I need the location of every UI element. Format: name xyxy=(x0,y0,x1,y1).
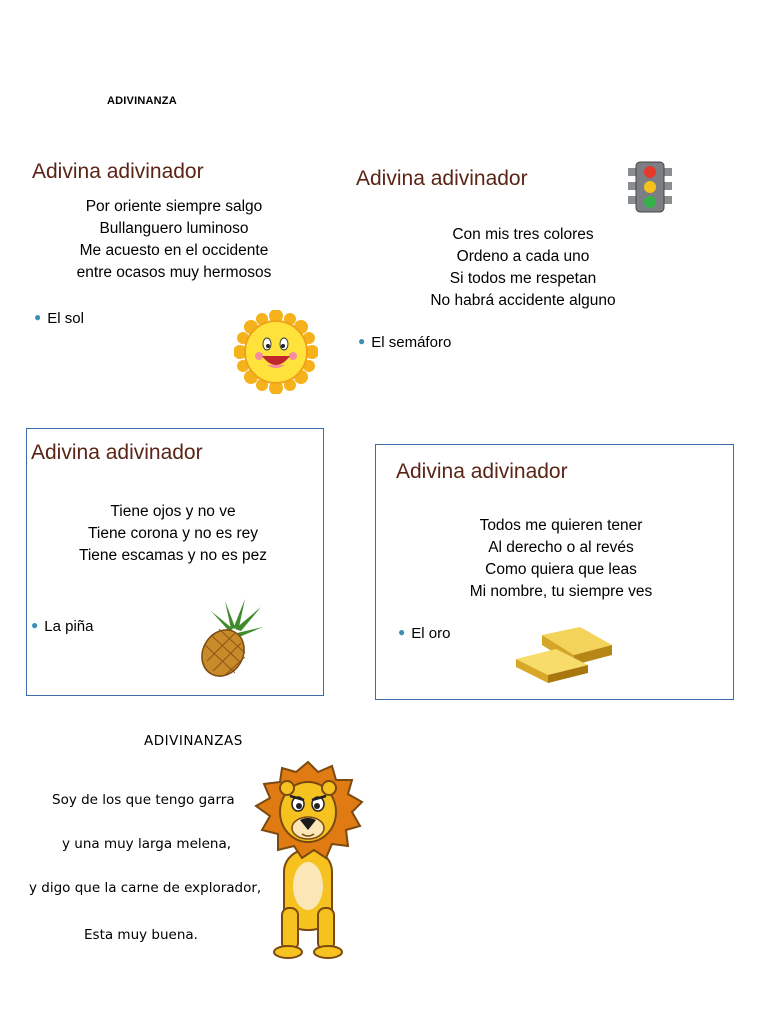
riddle-card-gold xyxy=(375,444,734,700)
verse-line: Como quiera que leas xyxy=(485,561,637,578)
bullet-icon: ● xyxy=(34,310,42,324)
riddle-verse xyxy=(436,515,686,603)
verse-line: Tiene escamas y no es pez xyxy=(78,547,268,564)
riddle-answer xyxy=(398,625,450,642)
answer-text: La piña xyxy=(44,618,94,635)
riddle-card-pineapple xyxy=(26,428,324,696)
bullet-icon: ● xyxy=(358,334,366,348)
card-title: Adivina adivinador xyxy=(396,460,568,483)
riddle-verse xyxy=(57,501,289,567)
riddle-answer xyxy=(358,334,451,351)
answer-text: El sol xyxy=(47,310,84,327)
riddle-verse xyxy=(388,224,658,312)
riddle-answer xyxy=(31,618,93,635)
verse-line: Por oriente siempre salgo xyxy=(85,198,263,215)
answer-text: El semáforo xyxy=(371,334,452,351)
riddle-card-traffic-light xyxy=(348,155,678,375)
card-title: Adivina adivinador xyxy=(32,160,204,183)
verse-line: Al derecho o al revés xyxy=(488,539,634,556)
riddle-verse xyxy=(54,196,294,284)
verse-line: Ordeno a cada uno xyxy=(456,248,590,265)
bullet-icon: ● xyxy=(31,618,39,632)
sun-icon xyxy=(234,310,318,394)
page-heading: ADIVINANZA xyxy=(107,95,177,107)
lion-icon xyxy=(252,758,364,960)
verse-line: Tiene ojos y no ve xyxy=(110,503,236,520)
poem-line: y digo que la carne de explorador, xyxy=(29,880,262,896)
verse-line: No habrá accidente alguno xyxy=(430,292,616,309)
verse-line: Todos me quieren tener xyxy=(479,517,643,534)
poem-line: y una muy larga melena, xyxy=(62,836,232,852)
poem-title: ADIVINANZAS xyxy=(144,733,243,749)
verse-line: Me acuesto en el occidente xyxy=(79,242,269,259)
verse-line: Si todos me respetan xyxy=(449,270,597,287)
riddle-card-sun xyxy=(24,150,324,400)
answer-text: El oro xyxy=(411,625,451,642)
card-title: Adivina adivinador xyxy=(31,441,203,464)
card-title: Adivina adivinador xyxy=(356,167,528,190)
pineapple-icon xyxy=(195,597,263,677)
poem-line: Esta muy buena. xyxy=(84,927,198,943)
verse-line: Tiene corona y no es rey xyxy=(87,525,258,542)
traffic-light-icon xyxy=(624,160,676,214)
riddle-answer xyxy=(34,310,84,327)
gold-bars-icon xyxy=(512,621,616,683)
bullet-icon: ● xyxy=(398,625,406,639)
poem-line: Soy de los que tengo garra xyxy=(52,792,235,808)
verse-line: Con mis tres colores xyxy=(452,226,594,243)
verse-line: Mi nombre, tu siempre ves xyxy=(469,583,653,600)
verse-line: entre ocasos muy hermosos xyxy=(76,264,272,281)
verse-line: Bullanguero luminoso xyxy=(99,220,249,237)
